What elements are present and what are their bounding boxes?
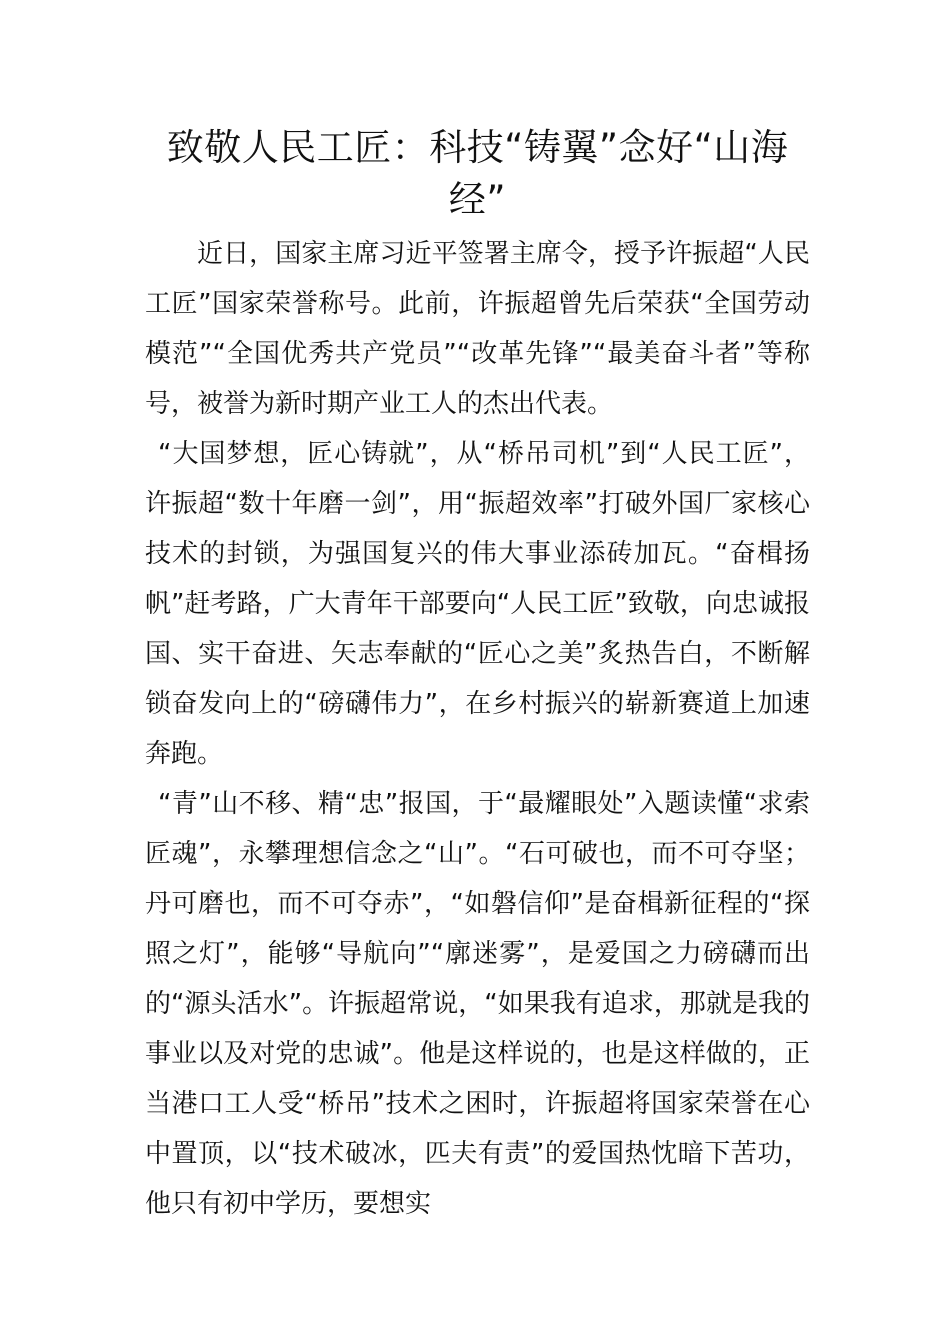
paragraph-1: 近日，国家主席习近平签署主席令，授予许振超“人民工匠”国家荣誉称号。此前，许振超曾先后荣获“全国劳动模范”“全国优秀共产党员”“改革先锋”“最美奋斗者”等称号，被誉为新时期产业工人的杰出代表。 (145, 239, 810, 419)
paragraph-3: “青”山不移、精“忠”报国，于“最耀眼处”入题读懂“求索匠魂”，永攀理想信念之“山”。“石可破也，而不可夺坚；丹可磨也，而不可夺赤”，“如磐信仰”是奋楫新征程的“探照之灯”，能够“导航向”“廓迷雾”，是爱国之力磅礴而出的“源头活水”。许振超常说，“如果我有追求，那就是我的事业以及对党的忠诚”。他是这样说的，也是这样做的，正当港口工人受“桥吊”技术之困时，许振超将国家荣誉在心中置顶，以“技术破冰，匹夫有责”的爱国热忱暗下苦功，他只有初中学历，要想实 (145, 789, 810, 1219)
document-page (145, 122, 810, 1229)
document-title: 致敬人民工匠：科技“铸翼”念好“山海经” (166, 126, 789, 221)
paragraph-2: “大国梦想，匠心铸就”，从“桥吊司机”到“人民工匠”，许振超“数十年磨一剑”，用“振超效率”打破外国厂家核心技术的封锁，为强国复兴的伟大事业添砖加瓦。“奋楫扬帆”赶考路，广大青年干部要向“人民工匠”致敬，向忠诚报国、实干奋进、矢志奉献的“匠心之美”炙热告白，不断解锁奋发向上的“磅礴伟力”，在乡村振兴的崭新赛道上加速奔跑。 (145, 439, 810, 769)
